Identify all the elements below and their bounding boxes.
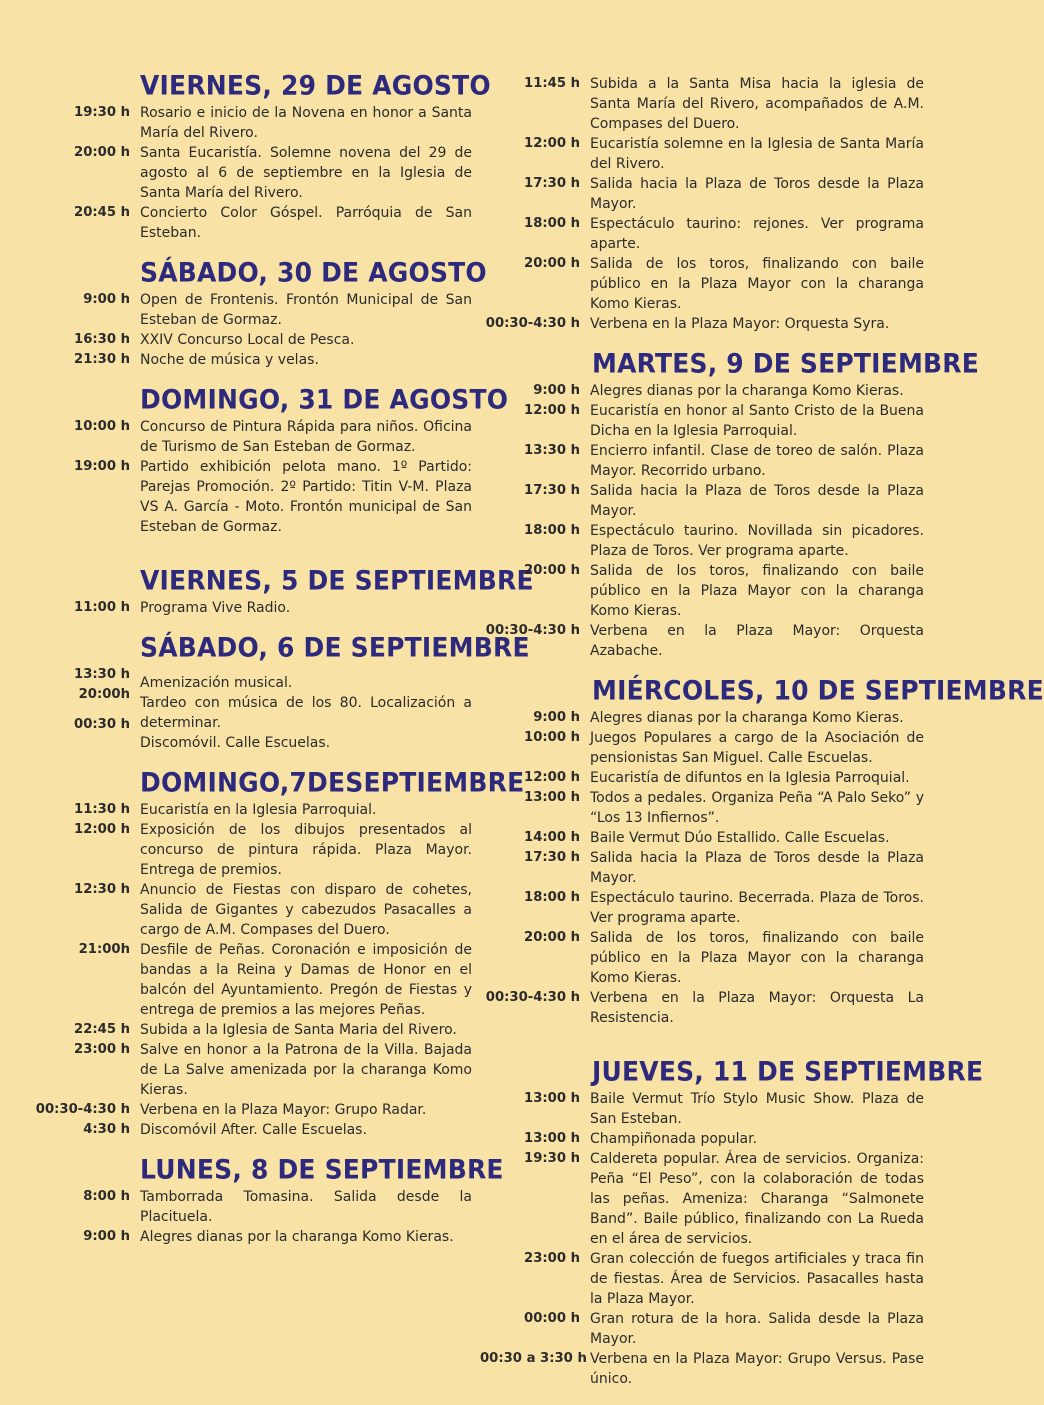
event-time: 12:00 h — [74, 822, 130, 837]
event — [30, 1120, 472, 1140]
event-description: Eucaristía de difuntos en la Iglesia Parroquial. — [590, 770, 910, 786]
event-description: Caldereta popular. Área de servicios. Organiza: Peña “El Peso”, con la colaboración de todas las peñas. Ameniza: Charanga “Salmonete Band”. Baile público, finalizando con La Rueda en el área de servicios. — [590, 1151, 924, 1247]
day-miercoles-10 — [480, 674, 1044, 1028]
event-description: Subida a la Santa Misa hacia la iglesia de Santa María del Rivero, acompañados de A.M. Compases del Duero. — [590, 76, 924, 132]
event-description: Espectáculo taurino: rejones. Ver programa aparte. — [590, 216, 924, 252]
event-description: Concierto Color Góspel. Parróquia de San Esteban. — [140, 205, 472, 241]
event-description: Anuncio de Fiestas con disparo de cohetes, Salida de Gigantes y cabezudos Pasacalles a cargo de A.M. Compases del Duero. — [140, 882, 472, 938]
event-description: Eucaristía en la Iglesia Parroquial. — [140, 802, 377, 818]
event-description: Amenización musical. — [140, 675, 293, 691]
event — [480, 888, 924, 928]
event-description: XXIV Concurso Local de Pesca. — [140, 332, 355, 348]
event-time: 10:00 h — [524, 730, 580, 745]
event-description: Desfile de Peñas. Coronación e imposición de bandas a la Reina y Damas de Honor en el balcón del Ayuntamiento. Pregón de Fiestas y entrega de premios a las mejores Peñas. — [140, 942, 472, 1018]
event-description: Espectáculo taurino. Becerrada. Plaza de Toros. Ver programa aparte. — [590, 890, 924, 926]
event — [30, 820, 472, 880]
day-viernes-5 — [30, 564, 534, 618]
event — [480, 314, 924, 334]
event — [480, 134, 924, 174]
event-time: 19:30 h — [74, 105, 130, 120]
day-domingo-7 — [30, 766, 525, 1140]
event-description: Alegres dianas por la charanga Komo Kieras. — [590, 710, 904, 726]
event-description: Encierro infantil. Clase de toreo de salón. Plaza Mayor. Recorrido urbano. — [590, 443, 924, 479]
event-time: 20:00 h — [74, 145, 130, 160]
day-title: MIÉRCOLES, 10 DE SEPTIEMBRE — [592, 674, 1044, 706]
event — [30, 1100, 472, 1120]
event — [480, 74, 924, 134]
event — [480, 1309, 924, 1349]
event-description: Partido exhibición pelota mano. 1º Partido: Parejas Promoción. 2º Partido: Titin V-M. Plaza VS A. García - Moto. Frontón municipal de San Esteban de Gormaz. — [140, 459, 472, 535]
event-description: Salida de los toros, finalizando con baile público en la Plaza Mayor con la charanga Komo Kieras. — [590, 256, 924, 312]
event-description: Open de Frontenis. Frontón Municipal de San Esteban de Gormaz. — [140, 292, 472, 328]
event — [30, 1187, 472, 1227]
event-descriptions — [140, 665, 472, 753]
event — [30, 1040, 472, 1100]
event-description: Verbena en la Plaza Mayor: Orquesta La Resistencia. — [590, 990, 924, 1026]
event-description: Gran rotura de la hora. Salida desde la Plaza Mayor. — [590, 1311, 924, 1347]
event-description: Tardeo con música de los 80. Localización a determinar. — [140, 695, 472, 731]
event — [30, 880, 472, 940]
event-time: 00:30-4:30 h — [485, 623, 580, 638]
event-description: Salida hacia la Plaza de Toros desde la Plaza Mayor. — [590, 850, 924, 886]
day-title: DOMINGO, 31 DE AGOSTO — [140, 383, 509, 415]
event-description: Tamborrada Tomasina. Salida desde la Placituela. — [140, 1189, 472, 1225]
event-time: 20:00 h — [524, 563, 580, 578]
event-description: Santa Eucaristía. Solemne novena del 29 de agosto al 6 de septiembre en la Iglesia de Santa María del Rivero. — [140, 145, 472, 201]
event — [480, 214, 924, 254]
event-description: Programa Vive Radio. — [140, 600, 291, 616]
event-times — [30, 665, 140, 735]
event — [480, 708, 924, 728]
event-description: Gran colección de fuegos artificiales y traca fin de fiestas. Área de Servicios. Pasacalles hasta la Plaza Mayor. — [590, 1251, 924, 1307]
event-time: 14:00 h — [524, 830, 580, 845]
event-time: 9:00 h — [533, 383, 580, 398]
event — [30, 143, 472, 203]
event-time: 13:00 h — [524, 1131, 580, 1146]
event-time: 20:00h — [78, 687, 130, 702]
day-martes-9 — [480, 347, 980, 661]
event — [30, 203, 472, 243]
event-description: Baile Vermut Trío Stylo Music Show. Plaza de San Esteban. — [590, 1091, 924, 1127]
event-time: 17:30 h — [524, 483, 580, 498]
event-description: Salida hacia la Plaza de Toros desde la Plaza Mayor. — [590, 176, 924, 212]
event-time: 00:30 a 3:30 h — [480, 1351, 587, 1366]
event-time: 21:00h — [78, 942, 130, 957]
event-time: 8:00 h — [83, 1189, 130, 1204]
event-time: 13:30 h — [524, 443, 580, 458]
event-description: Verbena en la Plaza Mayor: Grupo Radar. — [140, 1102, 427, 1118]
event — [480, 174, 924, 214]
day-title: SÁBADO, 6 DE SEPTIEMBRE — [140, 631, 530, 663]
event — [480, 1129, 924, 1149]
event — [480, 1149, 924, 1249]
event-time: 17:30 h — [524, 850, 580, 865]
event-time: 21:30 h — [74, 352, 130, 367]
day-viernes-29 — [30, 69, 491, 243]
event-time: 11:30 h — [74, 802, 130, 817]
event-time: 18:00 h — [524, 890, 580, 905]
event-time: 12:00 h — [524, 136, 580, 151]
right-column — [480, 74, 1044, 1405]
event — [480, 561, 924, 621]
event — [480, 401, 924, 441]
day-title: VIERNES, 29 DE AGOSTO — [140, 69, 491, 101]
event-time: 11:00 h — [74, 600, 130, 615]
event-description: Salida de los toros, finalizando con baile público en la Plaza Mayor con la charanga Komo Kieras. — [590, 563, 924, 619]
event — [30, 800, 472, 820]
left-column — [30, 69, 534, 1263]
event-time: 13:00 h — [524, 1091, 580, 1106]
event-time: 9:00 h — [83, 1229, 130, 1244]
day-domingo-31 — [30, 383, 509, 537]
event-description: Eucaristía en honor al Santo Cristo de la Buena Dicha en la Iglesia Parroquial. — [590, 403, 924, 439]
event-description: Salve en honor a la Patrona de la Villa. Bajada de La Salve amenizada por la charanga Komo Kieras. — [140, 1042, 472, 1098]
event-group — [30, 665, 472, 753]
event-description: Espectáculo taurino. Novillada sin picadores. Plaza de Toros. Ver programa aparte. — [590, 523, 924, 559]
event-description: Eucaristía solemne en la Iglesia de Santa María del Rivero. — [590, 136, 924, 172]
event — [480, 828, 924, 848]
event-description: Discomóvil. Calle Escuelas. — [140, 735, 331, 751]
event-description: Todos a pedales. Organiza Peña “A Palo Seko” y “Los 13 Infiernos”. — [590, 790, 924, 826]
event-description: Baile Vermut Dúo Estallido. Calle Escuelas. — [590, 830, 890, 846]
event-description: Verbena en la Plaza Mayor: Orquesta Syra. — [590, 316, 890, 332]
event-description: Champiñonada popular. — [590, 1131, 758, 1147]
event — [480, 728, 924, 768]
event-time: 20:00 h — [524, 930, 580, 945]
event-time: 20:45 h — [74, 205, 130, 220]
event — [30, 330, 472, 350]
event — [480, 621, 924, 661]
event-description: Alegres dianas por la charanga Komo Kieras. — [590, 383, 904, 399]
event — [480, 988, 924, 1028]
event-time: 16:30 h — [74, 332, 130, 347]
event-time: 23:00 h — [74, 1042, 130, 1057]
event-description: Salida hacia la Plaza de Toros desde la Plaza Mayor. — [590, 483, 924, 519]
event-time: 00:00 h — [524, 1311, 580, 1326]
event-time: 17:30 h — [524, 176, 580, 191]
event-time: 13:30 h — [74, 667, 130, 682]
event-time: 19:00 h — [74, 459, 130, 474]
event-time: 11:45 h — [524, 76, 580, 91]
event-time: 22:45 h — [74, 1022, 130, 1037]
event-description: Verbena en la Plaza Mayor: Orquesta Azabache. — [590, 623, 924, 659]
event — [480, 1089, 924, 1129]
event-description: Concurso de Pintura Rápida para niños. Oficina de Turismo de San Esteban de Gormaz. — [140, 419, 472, 455]
event — [480, 441, 924, 481]
event-time: 4:30 h — [83, 1122, 130, 1137]
event-description: Noche de música y velas. — [140, 352, 319, 368]
event — [30, 598, 472, 618]
event-time: 00:30-4:30 h — [485, 316, 580, 331]
event-time: 12:00 h — [524, 770, 580, 785]
event-description: Discomóvil After. Calle Escuelas. — [140, 1122, 367, 1138]
event-time: 18:00 h — [524, 523, 580, 538]
event — [30, 350, 472, 370]
event — [480, 768, 924, 788]
event-description: Rosario e inicio de la Novena en honor a Santa María del Rivero. — [140, 105, 472, 141]
event-description: Salida de los toros, finalizando con baile público en la Plaza Mayor con la charanga Komo Kieras. — [590, 930, 924, 986]
event — [30, 1227, 472, 1247]
event — [480, 481, 924, 521]
event-time: 19:30 h — [524, 1151, 580, 1166]
event-time: 23:00 h — [524, 1251, 580, 1266]
event — [30, 1020, 472, 1040]
event-time: 9:00 h — [533, 710, 580, 725]
event — [480, 521, 924, 561]
event — [480, 381, 924, 401]
day-lunes-8-continued — [480, 74, 924, 334]
day-sabado-30 — [30, 256, 487, 370]
event — [480, 1349, 924, 1389]
event-time: 9:00 h — [83, 292, 130, 307]
event-time: 00:30 h — [74, 717, 130, 732]
event — [30, 103, 472, 143]
day-title: SÁBADO, 30 DE AGOSTO — [140, 256, 487, 288]
event-time: 12:30 h — [74, 882, 130, 897]
day-sabado-6 — [30, 631, 530, 753]
day-jueves-11 — [480, 1055, 984, 1389]
event-description: Subida a la Iglesia de Santa Maria del Rivero. — [140, 1022, 457, 1038]
event-time: 18:00 h — [524, 216, 580, 231]
day-title: MARTES, 9 DE SEPTIEMBRE — [592, 347, 980, 379]
day-title: DOMINGO,7DESEPTIEMBRE — [140, 766, 525, 798]
event-time: 20:00 h — [524, 256, 580, 271]
event — [480, 254, 924, 314]
event-description: Exposición de los dibujos presentados al concurso de pintura rápida. Plaza Mayor. Entrega de premios. — [140, 822, 472, 878]
event-description: Alegres dianas por la charanga Komo Kieras. — [140, 1229, 454, 1245]
event — [480, 848, 924, 888]
event-description: Verbena en la Plaza Mayor: Grupo Versus. Pase único. — [590, 1351, 924, 1387]
event-time: 10:00 h — [74, 419, 130, 434]
day-lunes-8 — [30, 1153, 504, 1247]
event — [30, 290, 472, 330]
day-title: VIERNES, 5 DE SEPTIEMBRE — [140, 564, 534, 596]
day-title: JUEVES, 11 DE SEPTIEMBRE — [592, 1055, 984, 1087]
event — [480, 788, 924, 828]
event — [30, 417, 472, 457]
day-title: LUNES, 8 DE SEPTIEMBRE — [140, 1153, 504, 1185]
event-description: Juegos Populares a cargo de la Asociación de pensionistas San Miguel. Calle Escuelas. — [590, 730, 924, 766]
event-time: 13:00 h — [524, 790, 580, 805]
event — [30, 940, 472, 1020]
event-time: 00:30-4:30 h — [35, 1102, 130, 1117]
event — [480, 1249, 924, 1309]
event — [480, 928, 924, 988]
event-time: 00:30-4:30 h — [485, 990, 580, 1005]
event — [30, 457, 472, 537]
event-time: 12:00 h — [524, 403, 580, 418]
